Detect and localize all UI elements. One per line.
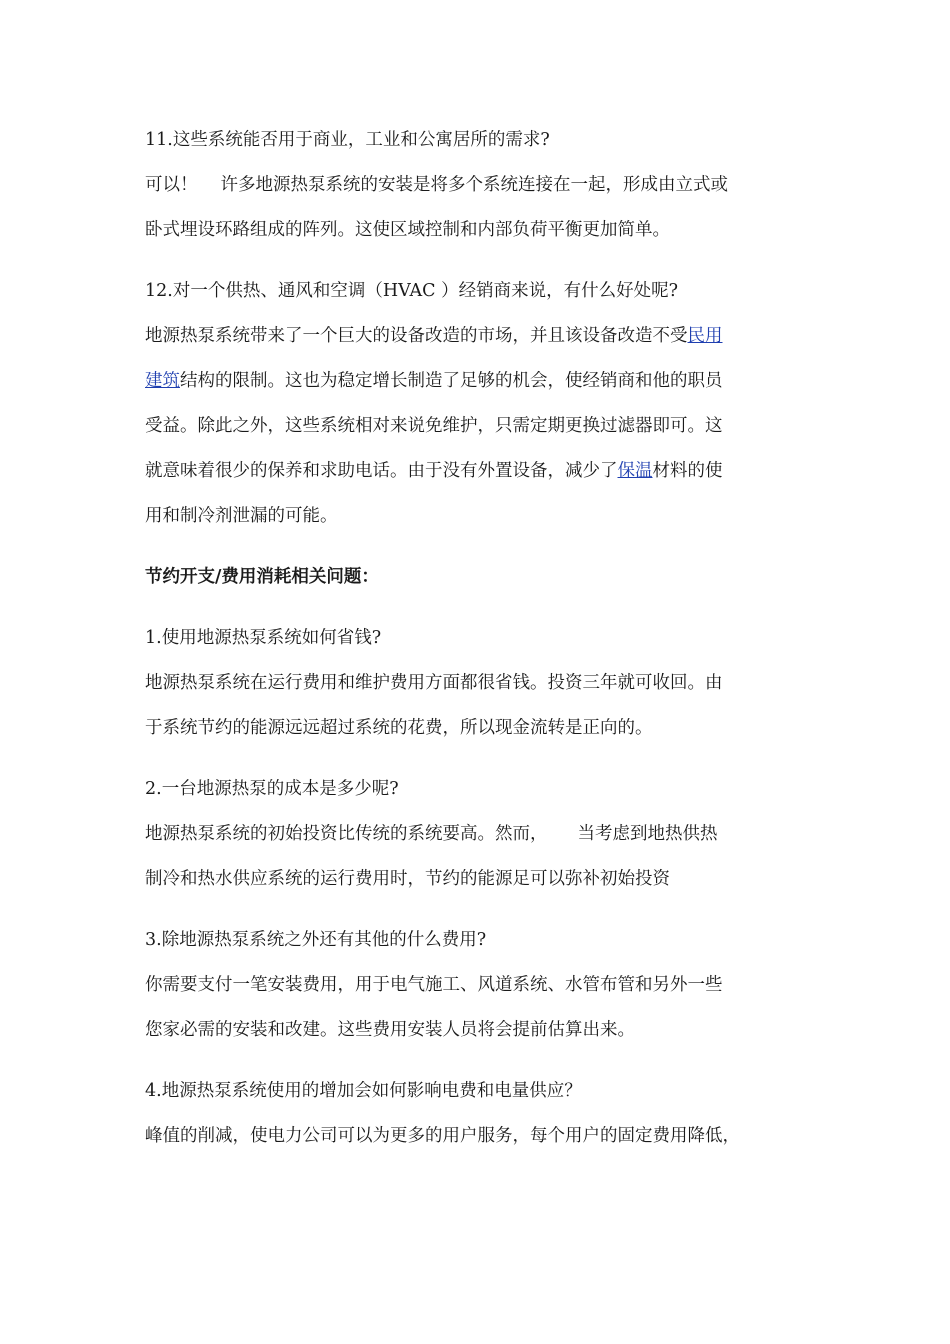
answer-12-line-2 <box>145 359 810 404</box>
question-s2: 2.一台地源热泵的成本是多少呢? <box>145 779 399 799</box>
answer-s1-line-1: 地源热泵系统在运行费用和维护费用方面都很省钱。投资三年就可收回。由 <box>145 673 723 693</box>
question-s4: 4.地源热泵系统使用的增加会如何影响电费和电量供应？ <box>145 1081 582 1101</box>
answer-s2-line-1 <box>145 812 810 857</box>
question-s3: 3.除地源热泵系统之外还有其他的什么费用? <box>145 930 487 950</box>
answer-s3-line-2: 您家必需的安装和改建。这些费用安装人员将会提前估算出来。 <box>145 1020 635 1040</box>
answer-12-line-1 <box>145 314 810 359</box>
link-insulation[interactable]: 保温 <box>617 461 653 481</box>
answer-12-line-4 <box>145 449 810 494</box>
link-civil-building-part1[interactable]: 民用 <box>687 326 723 346</box>
answer-12-line-5: 用和制冷剂泄漏的可能。 <box>145 506 338 526</box>
answer-12-line-2-text: 结构的限制。这也为稳定增长制造了足够的机会，使经销商和他的职员 <box>180 371 723 391</box>
answer-s2-line-2-clipped: 可以弥补初始投资 <box>530 869 670 889</box>
answer-s4-line-1: 峰值的削减，使电力公司可以为更多的用户服务，每个用户的固定费用降低， <box>145 1126 740 1146</box>
question-s1: 1.使用地源热泵系统如何省钱? <box>145 628 382 648</box>
answer-s2-line-2 <box>145 857 810 902</box>
answer-11-line-1: 可以！ 许多地源热泵系统的安装是将多个系统连接在一起，形成由立式或 <box>145 175 729 195</box>
section-heading: 节约开支/费用消耗相关问题： <box>145 567 379 587</box>
question-12: 12.对一个供热、通风和空调（HVAC ）经销商来说，有什么好处呢? <box>145 281 679 301</box>
answer-s2-line-1-clipped: 当考虑到地热供热 <box>577 824 718 844</box>
link-civil-building-part2[interactable]: 建筑 <box>145 371 180 391</box>
answer-s2-line-1-text: 地源热泵系统的初始投资比传统的系统要高。然而， <box>145 824 548 844</box>
answer-11-line-2: 卧式埋设环路组成的阵列。这使区域控制和内部负荷平衡更加简单。 <box>145 220 670 240</box>
document-page <box>145 118 810 1159</box>
answer-12-line-1-text: 地源热泵系统带来了一个巨大的设备改造的市场，并且该设备改造不受 <box>145 326 688 346</box>
answer-s2-line-2-text: 制冷和热水供应系统的运行费用时，节约的能源足 <box>145 869 530 889</box>
answer-12-line-3: 受益。除此之外，这些系统相对来说免维护，只需定期更换过滤器即可。这 <box>145 416 723 436</box>
answer-12-line-4-tail: 材料的使 <box>652 461 723 481</box>
answer-s3-line-1: 你需要支付一笔安装费用，用于电气施工、风道系统、水管布管和另外一些 <box>145 975 723 995</box>
answer-12-line-4-text: 就意味着很少的保养和求助电话。由于没有外置设备，减少了 <box>145 461 618 481</box>
answer-s1-line-2: 于系统节约的能源远远超过系统的花费，所以现金流转是正向的。 <box>145 718 653 738</box>
question-11: 11.这些系统能否用于商业，工业和公寓居所的需求? <box>145 130 550 150</box>
